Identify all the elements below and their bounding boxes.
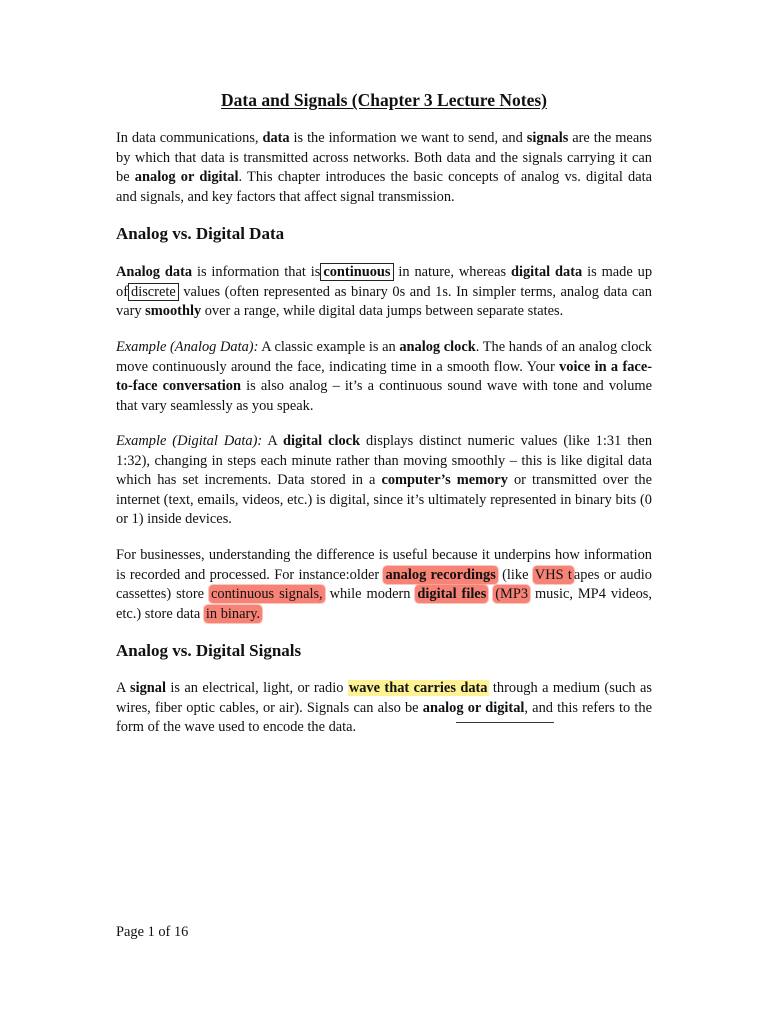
boxed-term-discrete: discrete	[128, 283, 179, 301]
text-run: (like	[497, 566, 533, 583]
text-run: is made up of	[116, 264, 653, 300]
highlight-in-binary: in binary.	[205, 605, 261, 622]
bold-term: digital clock	[282, 433, 361, 449]
highlight-vhs: VHS t	[534, 566, 572, 583]
example-label: Example (Analog Data):	[116, 339, 259, 355]
bold-term: voice in a face-to-face conversation	[116, 358, 652, 394]
text-run: is the information we want to send, and	[289, 130, 527, 146]
highlight-digital-files: digital files	[417, 586, 487, 602]
text-run: is information that is	[192, 264, 321, 280]
text-run: through a medium (such as wires, fiber optic cables, or air). Signals can also be	[116, 680, 652, 716]
bold-term: signals	[526, 130, 569, 146]
bold-term: analog or digital	[134, 169, 239, 185]
text-run: . This chapter introduces the basic concepts of analog vs. digital data and signals, and key factors that affect signal transmission.	[116, 169, 652, 205]
intro-paragraph	[116, 129, 652, 207]
section-heading-analog-digital-signals: Analog vs. Digital Signals	[116, 641, 302, 660]
bold-term: digital data	[510, 264, 583, 280]
highlight-continuous-signals: continuous signals,	[210, 586, 323, 602]
underline-mark	[456, 722, 554, 723]
bold-term: analog or digital	[422, 699, 525, 716]
highlight-wave-carries-data: wave that carries data	[348, 680, 488, 696]
text-run: over a range, while digital data jumps between separate states.	[201, 303, 564, 319]
text-run: is an electrical, light, or radio	[166, 680, 348, 696]
text-run: while modern	[324, 586, 416, 602]
text-run: in nature, whereas	[393, 264, 511, 280]
digital-example-paragraph	[116, 432, 652, 530]
bold-term: smoothly	[145, 303, 202, 319]
bold-term: Analog data	[116, 264, 193, 280]
text-run: music, MP4 videos, etc.) store data	[116, 586, 652, 622]
bold-term: analog clock	[399, 339, 476, 355]
bold-term: signal	[130, 680, 166, 696]
page-number: Page 1 of 16	[116, 924, 189, 940]
text-run: values (often represented as binary 0s and 1s. In simpler terms, analog data can vary	[116, 283, 652, 319]
highlight-mp3: (MP3	[495, 586, 529, 602]
text-run: In data communications,	[116, 130, 263, 146]
text-run: A	[262, 433, 283, 449]
text-run: is also analog – it’s a continuous sound wave with tone and volume that vary seamlessly as you speak.	[116, 378, 652, 414]
text-run: A classic example is an	[258, 339, 400, 355]
bold-term: data	[262, 130, 290, 146]
boxed-term-continuous: continuous	[320, 263, 393, 281]
text-run: A	[116, 680, 130, 696]
text-run: . The hands of an analog clock move continuously around the face, indicating time in a smooth flow. Your	[116, 339, 652, 375]
text-run: or transmitted over the internet (text, emails, videos, etc.) is digital, since it’s ultimately represented in binary bits (0 or 1) inside devices.	[116, 472, 653, 527]
business-paragraph	[116, 546, 652, 624]
text-run: are the means by which that data is transmitted across networks. Both data and the signals carrying it can be	[116, 130, 652, 185]
text-run: , and this refers to the form of the wave used to encode the data.	[116, 699, 653, 735]
analog-data-paragraph	[116, 263, 652, 322]
text-run: displays distinct numeric values (like 1:31 then 1:32), changing in steps each minute rather than moving smoothly – this is like digital data which has set increments. Data stored in a	[116, 433, 653, 488]
highlight-analog-recordings: analog recordings	[385, 566, 496, 583]
signal-paragraph	[116, 679, 652, 738]
bold-term: computer’s memory	[381, 472, 508, 488]
text-run: For businesses, understanding the difference is useful because it underpins how information is recorded and processed. For instance:older	[116, 547, 652, 583]
example-label: Example (Digital Data):	[116, 433, 263, 449]
analog-example-paragraph	[116, 338, 652, 416]
page-title: Data and Signals (Chapter 3 Lecture Notes)	[220, 90, 547, 110]
section-heading-analog-digital-data: Analog vs. Digital Data	[116, 224, 285, 243]
text-run: apes or audio cassettes) store	[116, 566, 652, 602]
